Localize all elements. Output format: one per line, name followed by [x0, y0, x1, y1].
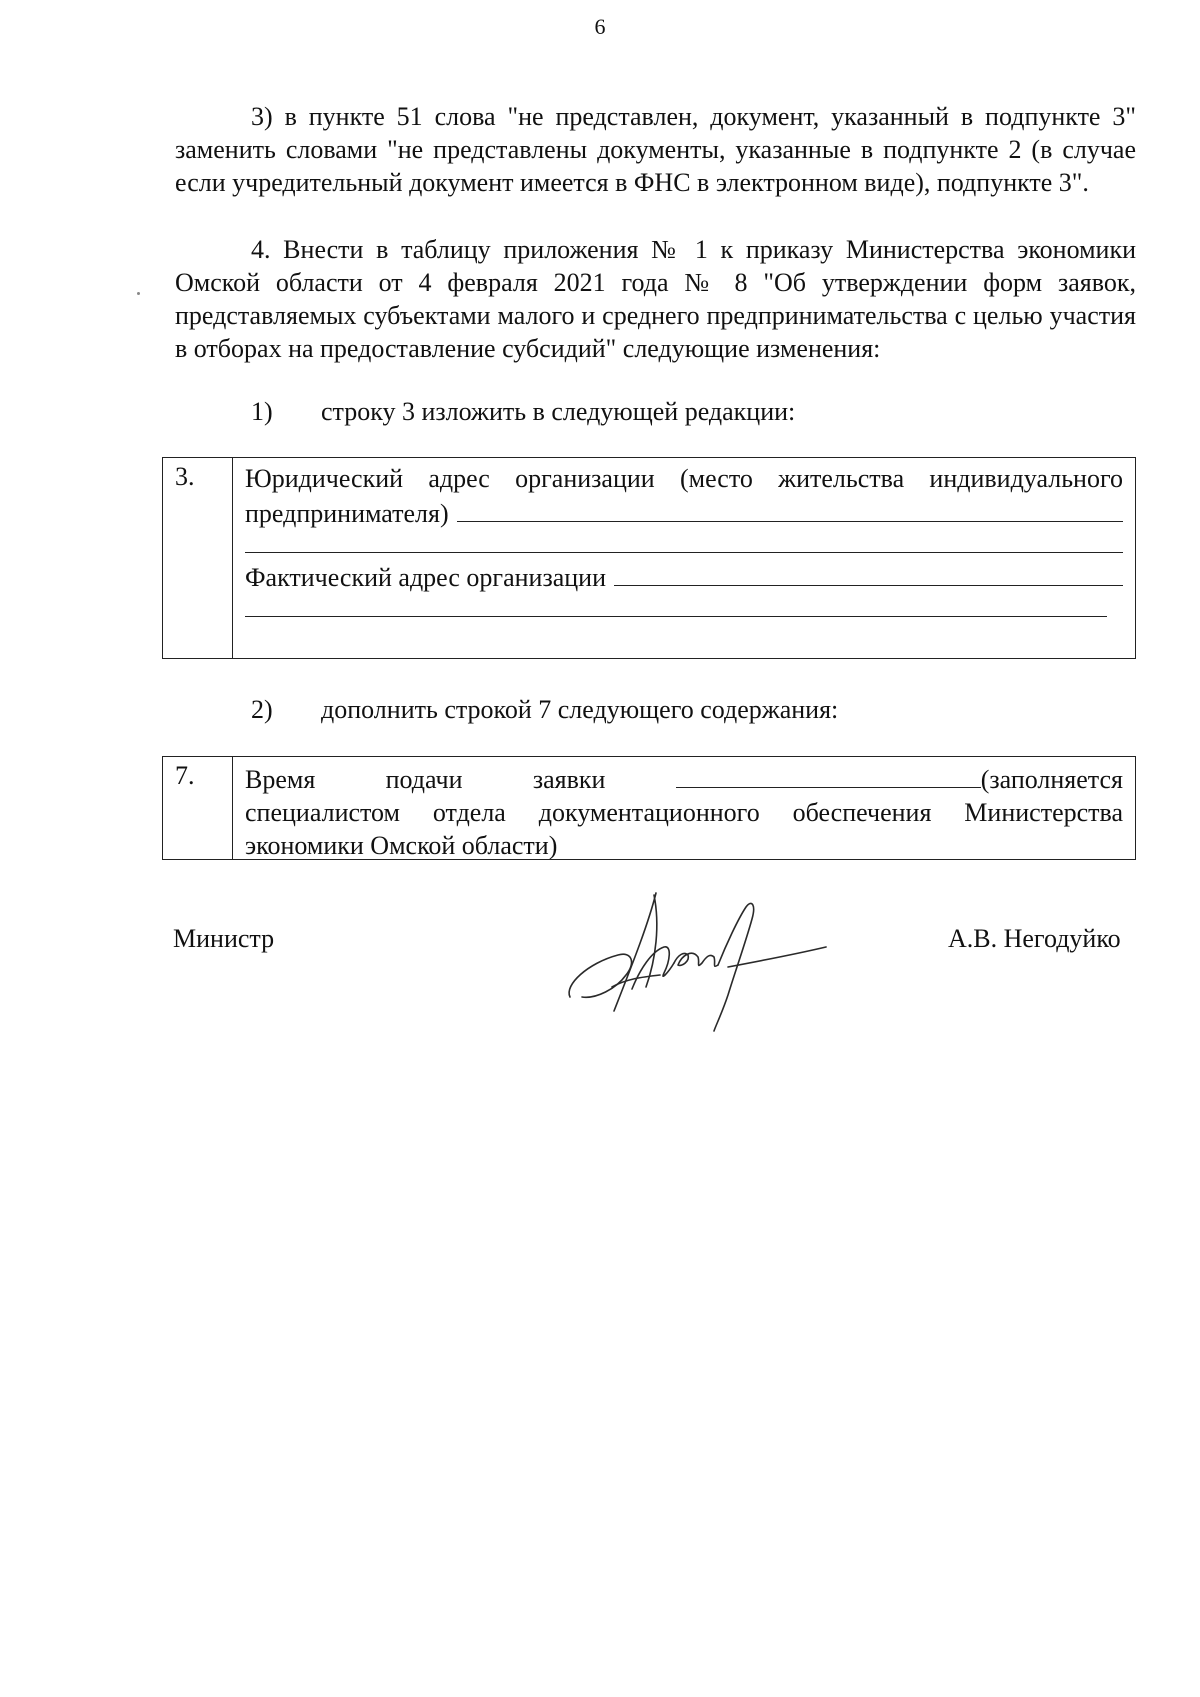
scan-artifact-dot: [137, 292, 140, 295]
signatory-role: Министр: [173, 924, 275, 953]
submission-time-field: [676, 761, 1123, 796]
submission-word-3: заявки: [532, 765, 606, 794]
legal-address-label-cont: предпринимателя): [245, 499, 449, 528]
table-row-3: [162, 457, 1136, 659]
legal-address-label: Юридический адрес организации (место жительства индивидуального: [245, 464, 1123, 493]
actual-address-blank-2[interactable]: [245, 594, 1107, 617]
fill-note-line3: экономики Омской области): [245, 831, 558, 860]
table-row-7: [162, 756, 1136, 860]
submission-word-2: подачи: [385, 765, 463, 794]
handwritten-signature: [560, 885, 850, 1035]
list-item-1-number: 1): [251, 397, 273, 426]
legal-address-blank-2[interactable]: [245, 530, 1123, 553]
submission-word-1: Время: [245, 765, 316, 794]
legal-address-blank[interactable]: [457, 495, 1123, 522]
list-item-2-text: дополнить строкой 7 следующего содержания:: [321, 695, 839, 724]
paragraph-3-text: 3) в пункте 51 слова "не представлен, документ, указанный в подпункте 3" заменить словами "не представлены документы, указанные в подпункте 2 (в случае если учредительный документ имеется в ФНС в электронном виде), подпункте 3".: [175, 102, 1136, 197]
actual-address-blank[interactable]: [614, 559, 1123, 586]
paragraph-4: [175, 233, 1136, 365]
fill-note-line2: специалистом отдела документационного обеспечения Министерства: [245, 798, 1123, 827]
table-row-7-content: [233, 757, 1135, 859]
table-row-7-number: 7.: [163, 757, 233, 859]
table-row-3-number: 3.: [163, 458, 233, 658]
signatory-name: А.В. Негодуйко: [948, 924, 1121, 953]
page-number: 6: [594, 14, 606, 39]
table-row-3-content: [233, 458, 1135, 658]
submission-time-line: [245, 761, 1123, 796]
legal-address-label-line1: [245, 462, 1123, 495]
list-item-1-text: строку 3 изложить в следующей редакции:: [321, 397, 796, 426]
fill-note-start: (заполняется: [980, 765, 1123, 794]
list-item-2-number: 2): [251, 695, 273, 724]
actual-address-label: Фактический адрес организации: [245, 563, 606, 592]
paragraph-3: [175, 100, 1136, 199]
actual-address-line: [245, 559, 1123, 594]
legal-address-line2: [245, 495, 1123, 530]
paragraph-4-text: 4. Внести в таблицу приложения № 1 к приказу Министерства экономики Омской области от 4 февраля 2021 года № 8 "Об утверждении форм заявок, представляемых субъектами малого и среднего предпринимательства с целью участия в отборах на предоставление субсидий" следующие изменения:: [175, 235, 1136, 363]
submission-time-blank[interactable]: [676, 761, 981, 788]
